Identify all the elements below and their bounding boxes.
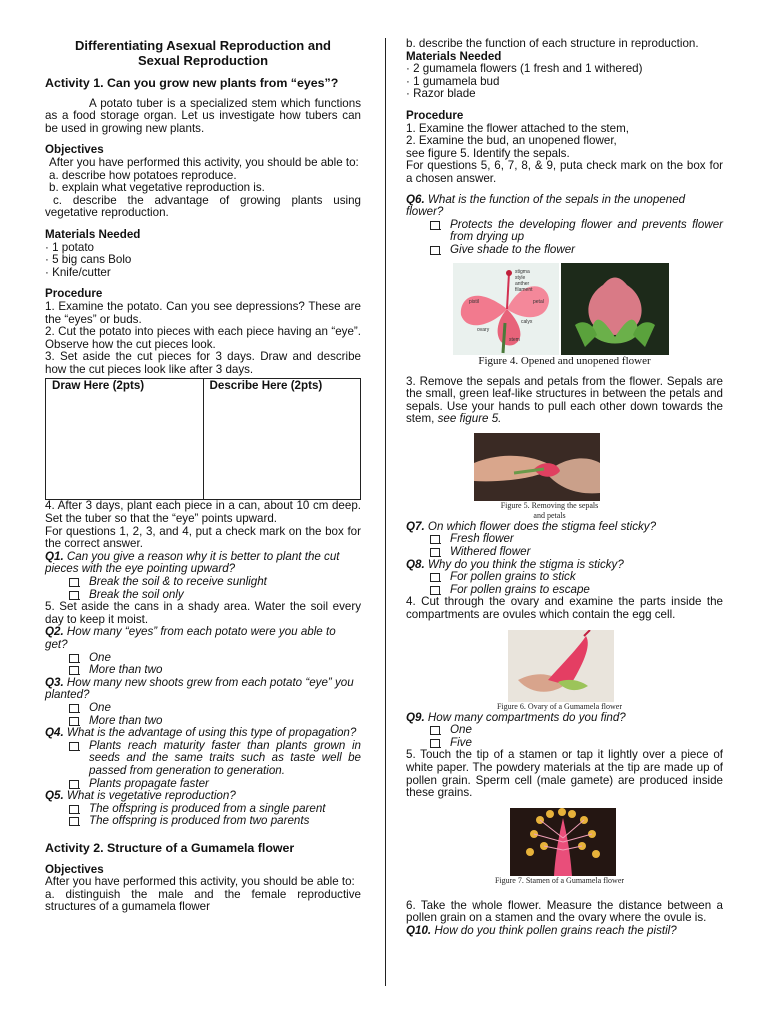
checkbox-icon[interactable]	[69, 654, 79, 663]
procedure-step: see figure 5. Identify the sepals.	[406, 146, 570, 160]
question-q10: Q10. How do you think pollen grains reach the pistil?	[406, 923, 677, 937]
answer-option[interactable]: One	[430, 724, 723, 737]
checkbox-icon[interactable]	[430, 246, 440, 255]
document-title: Differentiating Asexual Reproduction and Sexual Reproduction	[75, 38, 331, 68]
answer-option[interactable]: The offspring is produced from two parents	[69, 815, 361, 828]
figure-7-caption: Figure 7. Stamen of a Gumamela flower	[494, 875, 625, 885]
answer-option[interactable]: One	[69, 652, 361, 665]
question-q5: Q5. What is vegetative reproduction?	[45, 789, 236, 803]
svg-text:style: style	[515, 274, 526, 281]
question-q1: Q1. Can you give a reason why it is better to plant the cut pieces with the eye pointing upward?	[45, 549, 340, 576]
answer-option[interactable]: Plants propagate faster	[69, 778, 361, 791]
procedure-step: 4. Cut through the ovary and examine the parts inside the compartments are ovules which contain the egg cell.	[406, 595, 723, 622]
procedure-step: 2. Cut the potato into pieces with each piece having an “eye”. Observe how the cut pieces look.	[45, 325, 361, 351]
left-column	[45, 38, 361, 914]
svg-text:anther: anther	[515, 280, 530, 287]
figure-4-caption: Figure 4. Opened and unopened flower	[478, 354, 651, 367]
checkbox-icon[interactable]	[69, 591, 79, 600]
materials-heading: Materials Needed	[45, 227, 141, 241]
checkbox-icon[interactable]	[69, 666, 79, 675]
checkbox-icon[interactable]	[430, 739, 440, 748]
question-instructions: For questions 5, 6, 7, 8, & 9, puta check mark on the box for a chosen answer.	[406, 159, 723, 185]
svg-text:calyx: calyx	[521, 318, 533, 325]
procedure-heading: Procedure	[45, 287, 103, 301]
question-instructions: For questions 1, 2, 3, and 4, put a check mark on the box for the correct answer.	[45, 524, 361, 551]
checkbox-icon[interactable]	[430, 573, 440, 582]
material-item: · 2 gumamela flowers (1 fresh and 1 withered)	[406, 62, 643, 76]
activity1-intro: A potato tuber is a specialized stem which functions as a food storage organ. Let us investigate how tubers can be used in growing new plants.	[45, 96, 361, 135]
checkbox-icon[interactable]	[69, 780, 79, 789]
checkbox-icon[interactable]	[69, 717, 79, 726]
material-item: · 1 gumamela bud	[406, 74, 500, 88]
answer-option[interactable]: Five	[430, 737, 723, 750]
material-item: · Knife/cutter	[45, 265, 111, 279]
material-item: · Razor blade	[406, 87, 476, 101]
answer-option[interactable]: More than two	[69, 664, 361, 677]
svg-text:petal: petal	[533, 298, 544, 305]
objectives-intro: After you have performed this activity, you should be able to:	[49, 155, 359, 169]
question-q6: Q6. What is the function of the sepals in the unopened flower?	[406, 192, 686, 219]
question-q4: Q4. What is the advantage of using this type of propagation?	[45, 726, 357, 740]
materials2-heading: Materials Needed	[406, 49, 502, 63]
answer-option[interactable]: Fresh flower	[430, 533, 723, 546]
procedure-step: 6. Take the whole flower. Measure the distance between a pollen grain on a stamen and the ovary where the ovule is.	[406, 898, 723, 925]
answer-option[interactable]: For pollen grains to stick	[430, 571, 723, 584]
checkbox-icon[interactable]	[430, 221, 440, 230]
objective-item: c. describe the advantage of growing plants using vegetative reproduction.	[45, 193, 361, 220]
material-item: · 5 big cans Bolo	[45, 253, 132, 267]
procedure-step: 1. Examine the flower attached to the stem,	[406, 121, 629, 135]
activity1-title: Activity 1. Can you grow new plants from “eyes”?	[45, 76, 339, 90]
question-q2: Q2. How many “eyes” from each potato were you able to get?	[45, 625, 336, 651]
procedure-step: 1. Examine the potato. Can you see depressions? These are the “eyes” or buds.	[45, 299, 361, 326]
figure-5-removing-sepals	[474, 433, 600, 501]
question-q7: Q7. On which flower does the stigma feel sticky?	[406, 519, 657, 533]
checkbox-icon[interactable]	[69, 817, 79, 826]
svg-text:ovary: ovary	[477, 326, 490, 333]
figure-6-caption: Figure 6. Ovary of a Gumamela flower	[496, 701, 623, 711]
answer-option[interactable]: Withered flower	[430, 546, 723, 559]
figure-5-caption: Figure 5. Removing the sepals and petals	[500, 500, 599, 520]
checkbox-icon[interactable]	[430, 535, 440, 544]
procedure-step: 5. Set aside the cans in a shady area. Water the soil every day to keep it moist.	[45, 600, 361, 626]
answer-option[interactable]: Break the soil only	[69, 589, 361, 602]
checkbox-icon[interactable]	[69, 742, 79, 751]
draw-describe-table	[45, 378, 361, 500]
objective-item: a. describe how potatoes reproduce.	[49, 168, 237, 182]
procedure-step: 2. Examine the bud, an unopened flower,	[406, 134, 617, 148]
figure-6-ovary	[508, 630, 614, 702]
answer-option[interactable]: The offspring is produced from a single parent	[69, 803, 361, 816]
checkbox-icon[interactable]	[69, 704, 79, 713]
answer-option[interactable]: One	[69, 702, 361, 715]
right-column	[406, 38, 723, 938]
procedure-step: 4. After 3 days, plant each piece in a can, about 10 cm deep. Set the tuber so that the “eye” points upward.	[45, 499, 361, 526]
question-q3: Q3. How many new shoots grew from each potato “eye” you planted?	[45, 675, 354, 702]
checkbox-icon[interactable]	[430, 726, 440, 735]
svg-text:filament: filament	[515, 286, 533, 293]
describe-here-cell[interactable]: Describe Here (2pts)	[203, 379, 361, 500]
objectives2-intro: After you have performed this activity, you should be able to:	[45, 875, 355, 889]
figure-7-stamen	[510, 808, 616, 876]
answer-option[interactable]: Give shade to the flower	[430, 244, 723, 257]
answer-option[interactable]: For pollen grains to escape	[430, 584, 723, 597]
answer-option[interactable]: More than two	[69, 715, 361, 728]
procedure2-heading: Procedure	[406, 108, 464, 122]
figure-4-flowers	[453, 263, 669, 355]
objective-item: b. explain what vegetative reproduction is.	[49, 181, 265, 195]
checkbox-icon[interactable]	[69, 578, 79, 587]
procedure-step: 3. Remove the sepals and petals from the flower. Sepals are the small, green leaf-like structures in between the petals and sepals. Use your hands to pull each other down towards the stem, see figure 5.	[406, 374, 723, 426]
objectives-heading: Objectives	[45, 143, 104, 157]
answer-option[interactable]: Plants reach maturity faster than plants grown in seeds and the same traits such as taste well be passed from generation to generation.	[69, 740, 361, 778]
svg-text:stigma: stigma	[515, 268, 530, 275]
question-q9: Q9. How many compartments do you find?	[406, 710, 626, 724]
objectives2-heading: Objectives	[45, 862, 104, 876]
svg-text:stem: stem	[509, 336, 520, 343]
question-q8: Q8. Why do you think the stigma is sticky?	[406, 557, 624, 571]
answer-option[interactable]: Protects the developing flower and prevents flower from drying up	[430, 219, 723, 244]
svg-text:pistil: pistil	[469, 298, 480, 305]
answer-option[interactable]: Break the soil & to receive sunlight	[69, 576, 361, 589]
checkbox-icon[interactable]	[430, 586, 440, 595]
activity2-title: Activity 2. Structure of a Gumamela flower	[45, 840, 295, 855]
draw-here-cell[interactable]: Draw Here (2pts)	[46, 379, 204, 500]
procedure-step: 5. Touch the tip of a stamen or tap it lightly over a piece of white paper. The powdery materials at the tip are made up of pollen grain. Sperm cell (male gamete) are produced inside these grains.	[406, 748, 723, 800]
objective-item: b. describe the function of each structure in reproduction.	[406, 37, 699, 50]
checkbox-icon[interactable]	[69, 805, 79, 814]
checkbox-icon[interactable]	[430, 548, 440, 557]
objective-item: a. distinguish the male and the female reproductive structures of a gumamela flower	[45, 887, 361, 914]
procedure-step: 3. Set aside the cut pieces for 3 days. Draw and describe how the cut pieces look like after 3 days.	[45, 350, 361, 376]
material-item: · 1 potato	[45, 240, 94, 254]
